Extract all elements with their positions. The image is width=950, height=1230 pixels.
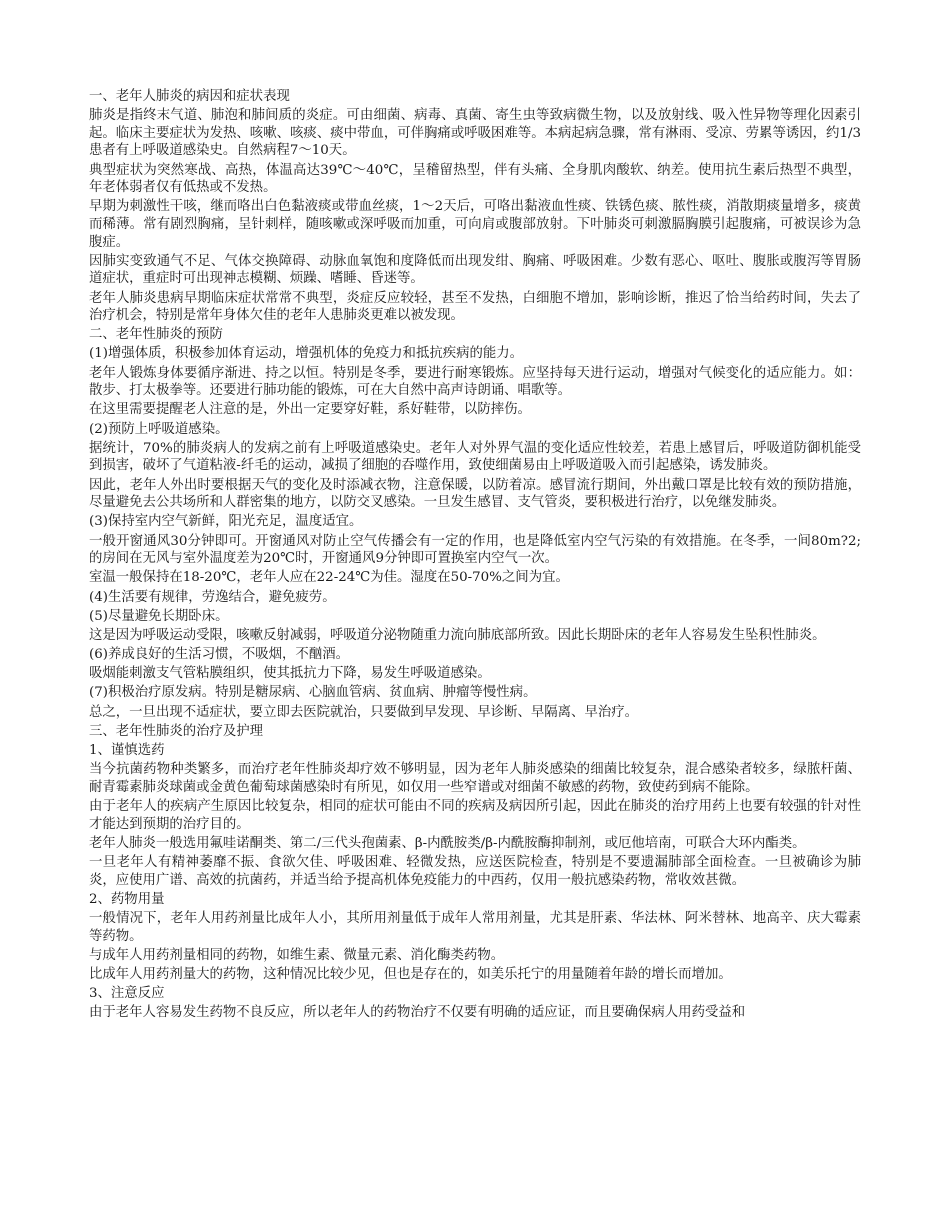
paragraph: 比成年人用药剂量大的药物，这种情况比较少见，但也是存在的，如美乐托宁的用量随着年龄的增长而增加。 xyxy=(89,966,732,982)
paragraph: 老年人肺炎患病早期临床症状常常不典型，炎症反应较轻，甚至不发热，白细胞不增加，影响诊断，推迟了恰当给药时间，失去了治疗机会，特别是常年身体欠佳的老年人患肺炎更难以被发现。 xyxy=(89,290,861,324)
paragraph: 与成年人用药剂量相同的药物，如维生素、微量元素、消化酶类药物。 xyxy=(89,947,505,963)
list-item: (7)积极治疗原发病。特别是糖尿病、心脑血管病、贫血病、肿瘤等慢性病。 xyxy=(89,685,537,701)
paragraph: 因此，老年人外出时要根据天气的变化及时添减衣物，注意保暖，以防着凉。感冒流行期间，外出戴口罩是比较有效的预防措施，尽量避免去公共场所和人群密集的地方，以防交叉感染。一旦发生感冒、支气管炎，要积极进行治疗，以免继发肺炎。 xyxy=(89,477,861,511)
document-body xyxy=(89,88,861,1023)
paragraph: 一旦老年人有精神萎靡不振、食欲欠佳、呼吸困难、轻微发热，应送医院检查，特别是不要遗漏肺部全面检查。一旦被确诊为肺炎，应使用广谱、高效的抗菌药，并适当给予提高机体免疫能力的中西药，仅用一般抗感染药物，常收效甚微。 xyxy=(89,854,861,888)
paragraph: 老年人肺炎一般选用氟哇诺酮类、第二/三代头孢菌素、β-内酰胺类/β-内酰胺酶抑制剂，或厄他培南，可联合大环内酯类。 xyxy=(89,835,806,851)
paragraph: 因肺实变致通气不足、气体交换障碍、动脉血氧饱和度降低而出现发绀、胸痛、呼吸困难。少数有恶心、呕吐、腹胀或腹泻等胃肠道症状，重症时可出现神志模糊、烦躁、嗜睡、昏迷等。 xyxy=(89,253,861,287)
list-item: (2)预防上呼吸道感染。 xyxy=(89,421,229,437)
paragraph: 老年人锻炼身体要循序渐进、持之以恒。特别是冬季，要进行耐寒锻炼。应坚持每天进行运动，增强对气候变化的适应能力。如：散步、打太极拳等。还要进行肺功能的锻炼，可在大自然中高声诗朗诵、唱歌等。 xyxy=(89,365,861,399)
paragraph: 当今抗菌药物种类繁多，而治疗老年性肺炎却疗效不够明显，因为老年人肺炎感染的细菌比较复杂，混合感染者较多，绿脓杆菌、耐青霉素肺炎球菌或金黄色葡萄球菌感染时有所见，如仅用一些窄谱或对细菌不敏感的药物，致使药到病不能除。 xyxy=(89,762,861,795)
section-heading: 一、老年人肺炎的病因和症状表现 xyxy=(89,89,290,104)
paragraph: 由于老年人容易发生药物不良反应，所以老年人的药物治疗不仅要有明确的适应证，而且要确保病人用药受益和 xyxy=(89,1005,746,1021)
paragraph: 吸烟能刺激支气管粘膜组织，使其抵抗力下降，易发生呼吸道感染。 xyxy=(89,666,491,682)
paragraph: 总之，一旦出现不适症状，要立即去医院就治，只要做到早发现、早诊断、早隔离、早治疗。 xyxy=(89,704,639,720)
paragraph: 一般情况下，老年人用药剂量比成年人小，其所用剂量低于成年人常用剂量，尤其是肝素、华法林、阿米替林、地高辛、庆大霉素等药物。 xyxy=(89,910,861,944)
paragraph: 由于老年人的疾病产生原因比较复杂，相同的症状可能由不同的疾病及病因所引起，因此在肺炎的治疗用药上也要有较强的针对性才能达到预期的治疗目的。 xyxy=(89,799,861,832)
paragraph: 一般开窗通风30分钟即可。开窗通风对防止空气传播会有一定的作用，也是降低室内空气污染的有效措施。在冬季，一间80m?2;的房间在无风与室外温度差为20℃时，开窗通风9分钟即可置换室内空气一次。 xyxy=(89,533,861,567)
paragraph: 典型症状为突然寒战、高热，体温高达39℃～40℃，呈稽留热型，伴有头痛、全身肌肉酸软、纳差。使用抗生素后热型不典型，年老体弱者仅有低热或不发热。 xyxy=(89,162,861,196)
subsection-heading: 2、药物用量 xyxy=(89,891,165,907)
list-item: (1)增强体质，积极参加体育运动，增强机体的免疫力和抵抗疾病的能力。 xyxy=(89,346,524,362)
paragraph: 肺炎是指终末气道、肺泡和肺间质的炎症。可由细菌、病毒、真菌、寄生虫等致病微生物，以及放射线、吸入性异物等理化因素引起。临床主要症状为发热、咳嗽、咳痰、痰中带血，可伴胸痛或呼吸困难等。本病起病急骤，常有淋雨、受凉、劳累等诱因，约1/3患者有上呼吸道感染史。自然病程7～10天。 xyxy=(89,108,861,159)
list-item: (5)尽量避免长期卧床。 xyxy=(89,608,229,624)
paragraph: 这是因为呼吸运动受限，咳嗽反射减弱，呼吸道分泌物随重力流向肺底部所致。因此长期卧床的老年人容易发生坠积性肺炎。 xyxy=(89,627,826,643)
paragraph: 在这里需要提醒老人注意的是，外出一定要穿好鞋，系好鞋带，以防摔伤。 xyxy=(89,402,531,418)
subsection-heading: 3、注意反应 xyxy=(89,986,165,1002)
section-heading: 二、老年性肺炎的预防 xyxy=(89,327,223,343)
section-heading: 三、老年性肺炎的治疗及护理 xyxy=(89,723,264,739)
list-item: (6)养成良好的生活习惯，不吸烟，不酗酒。 xyxy=(89,647,349,663)
subsection-heading: 1、谨慎选药 xyxy=(89,743,165,759)
list-item: (3)保持室内空气新鲜，阳光充足，温度适宜。 xyxy=(89,514,363,530)
paragraph: 据统计，70%的肺炎病人的发病之前有上呼吸道感染史。老年人对外界气温的变化适应性较差，若患上感冒后，呼吸道防御机能受到损害，破坏了气道粘液-纤毛的运动，减损了细胞的吞噬作用，致使细菌易由上呼吸道吸入而引起感染，诱发肺炎。 xyxy=(89,440,861,474)
paragraph: 室温一般保持在18-20℃，老年人应在22-24℃为佳。湿度在50-70%之间为宜。 xyxy=(89,570,569,586)
list-item: (4)生活要有规律，劳逸结合，避免疲劳。 xyxy=(89,589,336,605)
paragraph: 早期为刺激性干咳，继而咯出白色黏液痰或带血丝痰，1～2天后，可咯出黏液血性痰、铁锈色痰、脓性痰，消散期痰量增多，痰黄而稀薄。常有剧烈胸痛，呈针刺样，随咳嗽或深呼吸而加重，可向肩或腹部放射。下叶肺炎可刺激膈胸膜引起腹痛，可被误诊为急腹症。 xyxy=(89,199,861,250)
